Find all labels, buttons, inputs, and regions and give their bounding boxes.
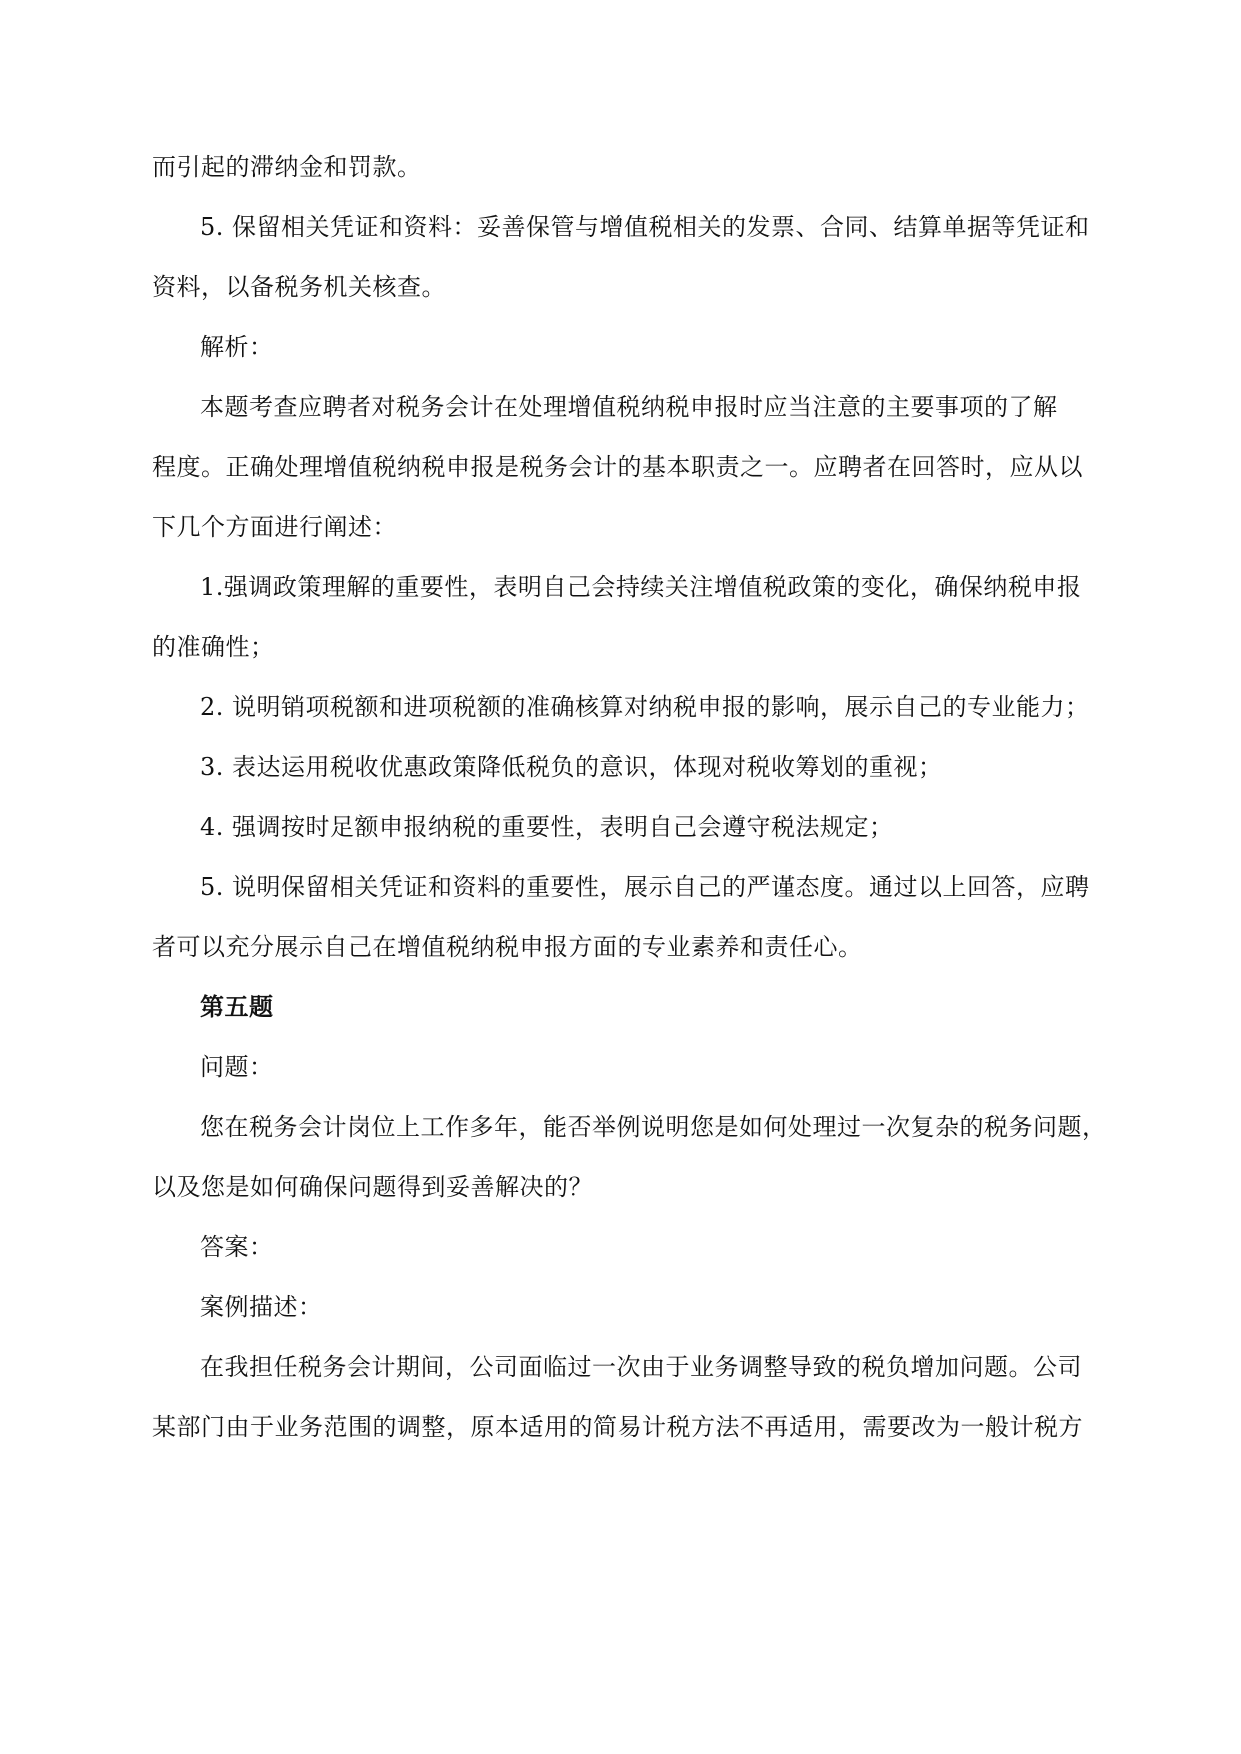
question-text-line: 您在税务会计岗位上工作多年，能否举例说明您是如何处理过一次复杂的税务问题， <box>200 1113 1107 1141</box>
analysis-item-1-continuation: 的准确性； <box>152 633 275 661</box>
analysis-paragraph-line: 下几个方面进行阐述： <box>152 513 397 541</box>
analysis-item-2: 2. 说明销项税额和进项税额的准确核算对纳税申报的影响，展示自己的专业能力； <box>200 693 1090 721</box>
analysis-item-3: 3. 表达运用税收优惠政策降低税负的意识，体现对税收筹划的重视； <box>200 753 943 781</box>
paragraph-line: 而引起的滞纳金和罚款。 <box>152 153 422 181</box>
list-item-5-continuation: 资料，以备税务机关核查。 <box>152 273 446 301</box>
analysis-paragraph-line: 程度。正确处理增值税纳税申报是税务会计的基本职责之一。应聘者在回答时，应从以 <box>152 453 1083 481</box>
analysis-item-1: 1.强调政策理解的重要性，表明自己会持续关注增值税政策的变化，确保纳税申报 <box>200 573 1082 601</box>
case-paragraph-line: 在我担任税务会计期间，公司面临过一次由于业务调整导致的税负增加问题。公司 <box>200 1353 1082 1381</box>
case-paragraph-line: 某部门由于业务范围的调整，原本适用的简易计税方法不再适用，需要改为一般计税方 <box>152 1413 1083 1441</box>
analysis-item-5-continuation: 者可以充分展示自己在增值税纳税申报方面的专业素养和责任心。 <box>152 933 863 961</box>
list-item-5-line: 5. 保留相关凭证和资料：妥善保管与增值税相关的发票、合同、结算单据等凭证和 <box>200 213 1090 241</box>
question-text-line: 以及您是如何确保问题得到妥善解决的？ <box>152 1173 593 1201</box>
section-heading: 第五题 <box>200 993 274 1021</box>
analysis-item-4: 4. 强调按时足额申报纳税的重要性，表明自己会遵守税法规定； <box>200 813 894 841</box>
analysis-heading: 解析： <box>200 333 274 361</box>
answer-label: 答案： <box>200 1233 274 1261</box>
case-description-label: 案例描述： <box>200 1293 323 1321</box>
analysis-item-5: 5. 说明保留相关凭证和资料的重要性，展示自己的严谨态度。通过以上回答，应聘 <box>200 873 1090 901</box>
question-label: 问题： <box>200 1053 274 1081</box>
analysis-paragraph-line: 本题考查应聘者对税务会计在处理增值税纳税申报时应当注意的主要事项的了解 <box>200 393 1058 421</box>
